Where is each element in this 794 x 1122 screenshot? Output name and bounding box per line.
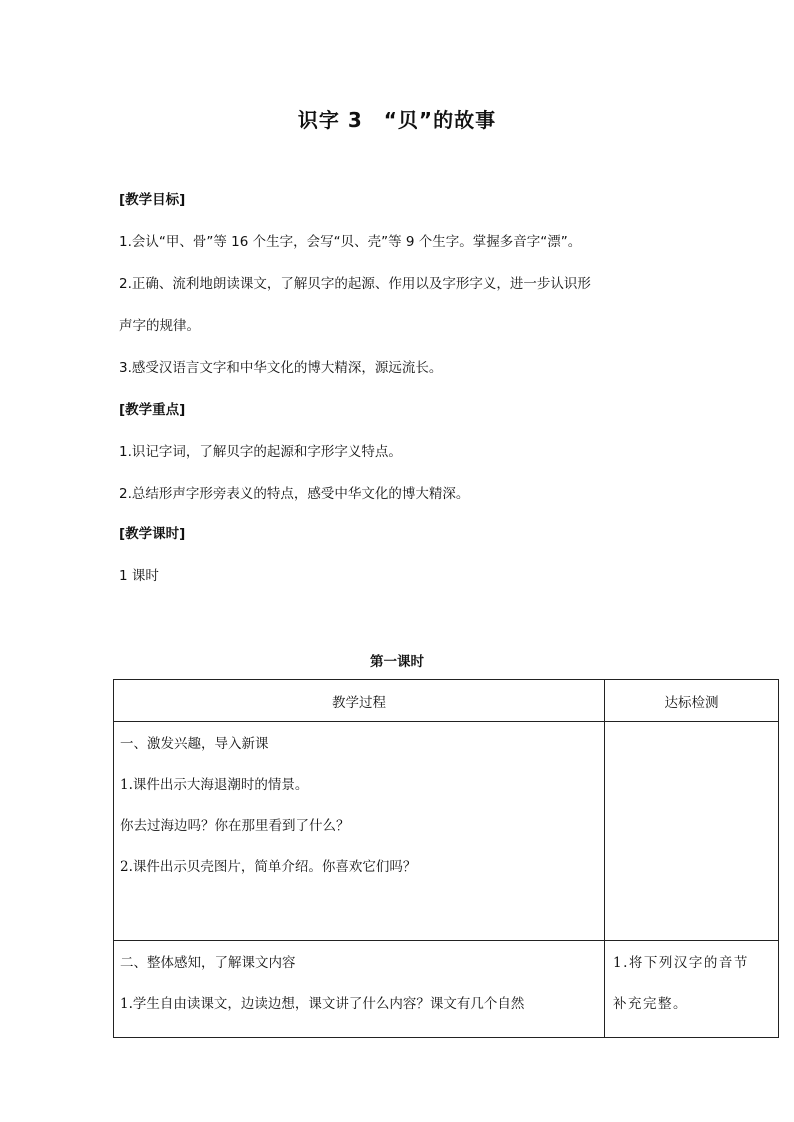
goal-item-1: 1.会认“甲、骨”等 16 个生字，会写“贝、壳”等 9 个生字。掌握多音字“漂”。	[119, 234, 582, 250]
check-item: 补充完整。	[613, 996, 688, 1012]
table-header-row	[114, 680, 779, 722]
process-step: 1.课件出示大海退潮时的情景。	[120, 777, 309, 793]
focus-heading: [教学重点]	[119, 402, 186, 418]
goals-heading: [教学目标]	[119, 192, 186, 208]
lesson-table	[113, 679, 779, 1038]
process-step: 你去过海边吗？你在那里看到了什么？	[120, 818, 350, 834]
focus-item-2: 2.总结形声字形旁表义的特点，感受中华文化的博大精深。	[119, 486, 470, 502]
process-step: 一、激发兴趣，导入新课	[120, 736, 269, 752]
process-step: 二、整体感知，了解课文内容	[120, 955, 296, 971]
process-cell-overview	[114, 941, 605, 1038]
header-process: 教学过程	[114, 680, 605, 722]
table-row	[114, 941, 779, 1038]
table-row	[114, 722, 779, 941]
hours-heading: [教学课时]	[119, 526, 186, 542]
goal-item-2-line-2: 声字的规律。	[119, 318, 200, 334]
header-check: 达标检测	[605, 680, 779, 722]
focus-item-1: 1.识记字词，了解贝字的起源和字形字义特点。	[119, 444, 402, 460]
lesson-title: 第一课时	[370, 654, 424, 670]
check-item: 1.将下列汉字的音节	[613, 955, 749, 971]
hours-value: 1 课时	[119, 568, 159, 584]
goal-item-3: 3.感受汉语言文字和中华文化的博大精深，源远流长。	[119, 360, 443, 376]
process-cell-intro	[114, 722, 605, 941]
document-title: 识字 3 “贝”的故事	[297, 108, 497, 132]
goal-item-2-line-1: 2.正确、流利地朗读课文，了解贝字的起源、作用以及字形字义，进一步认识形	[119, 276, 591, 292]
process-step: 2.课件出示贝壳图片，简单介绍。你喜欢它们吗？	[120, 859, 417, 875]
process-step: 1.学生自由读课文，边读边想，课文讲了什么内容？课文有几个自然	[120, 996, 525, 1012]
check-cell-exercise	[605, 941, 779, 1038]
check-cell-empty	[605, 722, 779, 941]
